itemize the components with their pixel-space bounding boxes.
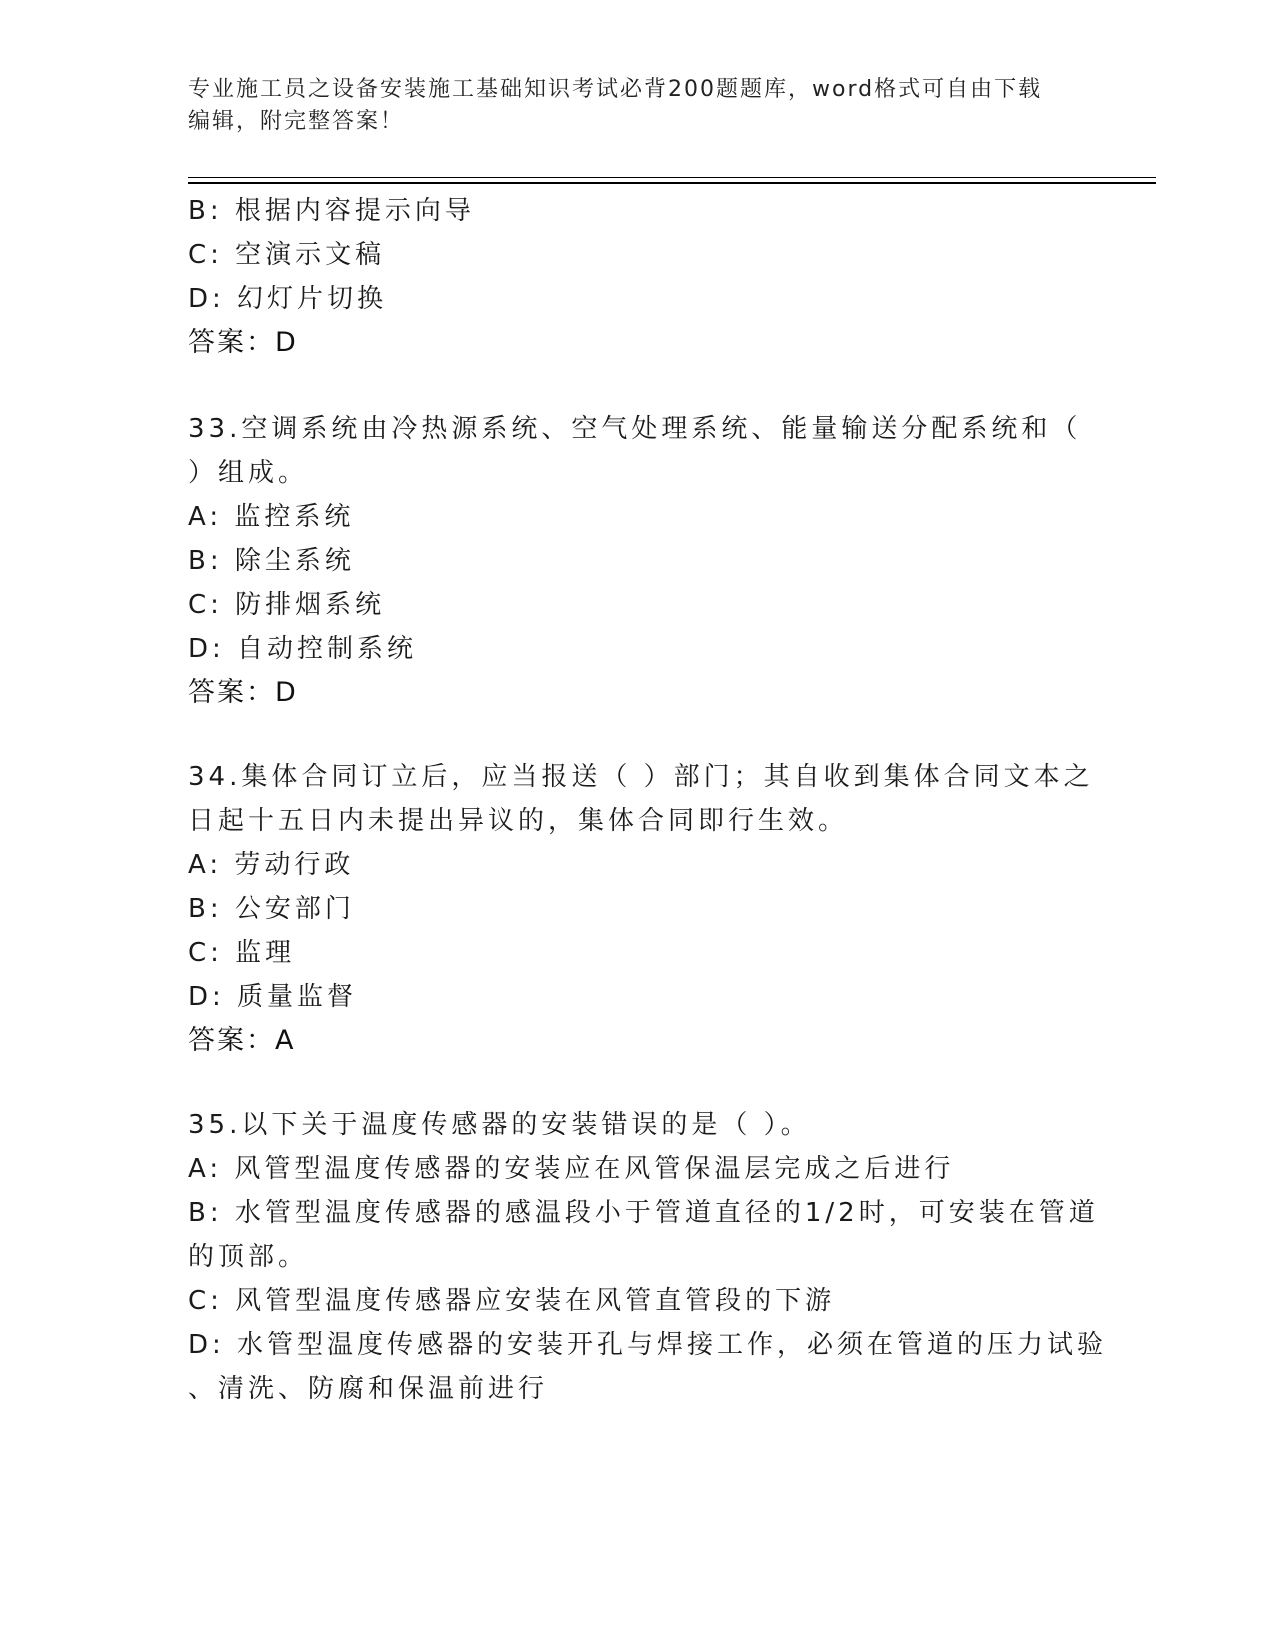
q32-option-b: B: 根据内容提示向导 — [188, 196, 475, 226]
header-line-1: 专业施工员之设备安装施工基础知识考试必背200题题库，word格式可自由下载 — [188, 77, 1043, 102]
q34-option-b: B: 公安部门 — [188, 894, 355, 924]
q33-option-d: D: 自动控制系统 — [188, 634, 418, 664]
header-divider-thick — [188, 182, 1156, 184]
q34-answer: 答案：A — [188, 1025, 296, 1056]
q32-option-c: C: 空演示文稿 — [188, 240, 386, 270]
q34-option-a: A: 劳动行政 — [188, 850, 355, 880]
q35-option-d-line-2: 、清洗、防腐和保温前进行 — [188, 1374, 549, 1404]
document-header — [188, 74, 1068, 138]
q35-option-c: C: 风管型温度传感器应安装在风管直管段的下游 — [188, 1286, 836, 1316]
q34-option-d: D: 质量监督 — [188, 982, 358, 1012]
header-line-2: 编辑，附完整答案！ — [188, 109, 405, 134]
q35-option-a: A: 风管型温度传感器的安装应在风管保温层完成之后进行 — [188, 1154, 955, 1184]
q35-stem: 35.以下关于温度传感器的安装错误的是（ ）。 — [188, 1110, 811, 1140]
q34-stem-line-1: 34.集体合同订立后，应当报送（ ）部门；其自收到集体合同文本之 — [188, 762, 1094, 792]
q35-option-b-line-2: 的顶部。 — [188, 1242, 309, 1272]
q33-option-b: B: 除尘系统 — [188, 546, 355, 576]
q35-option-b-line-1: B: 水管型温度传感器的感温段小于管道直径的1/2时，可安装在管道 — [188, 1198, 1099, 1228]
q33-option-a: A: 监控系统 — [188, 502, 355, 532]
q35-option-d-line-1: D: 水管型温度传感器的安装开孔与焊接工作，必须在管道的压力试验 — [188, 1330, 1108, 1360]
q33-stem-line-1: 33.空调系统由冷热源系统、空气处理系统、能量输送分配系统和（ — [188, 414, 1082, 444]
q34-stem-line-2: 日起十五日内未提出异议的，集体合同即行生效。 — [188, 806, 849, 836]
q33-answer: 答案：D — [188, 677, 298, 708]
q33-option-c: C: 防排烟系统 — [188, 590, 386, 620]
q32-answer: 答案：D — [188, 327, 298, 358]
q33-stem-line-2: ）组成。 — [188, 458, 309, 488]
q32-option-d: D: 幻灯片切换 — [188, 284, 388, 314]
header-divider-thin — [188, 177, 1156, 178]
q34-option-c: C: 监理 — [188, 938, 296, 968]
